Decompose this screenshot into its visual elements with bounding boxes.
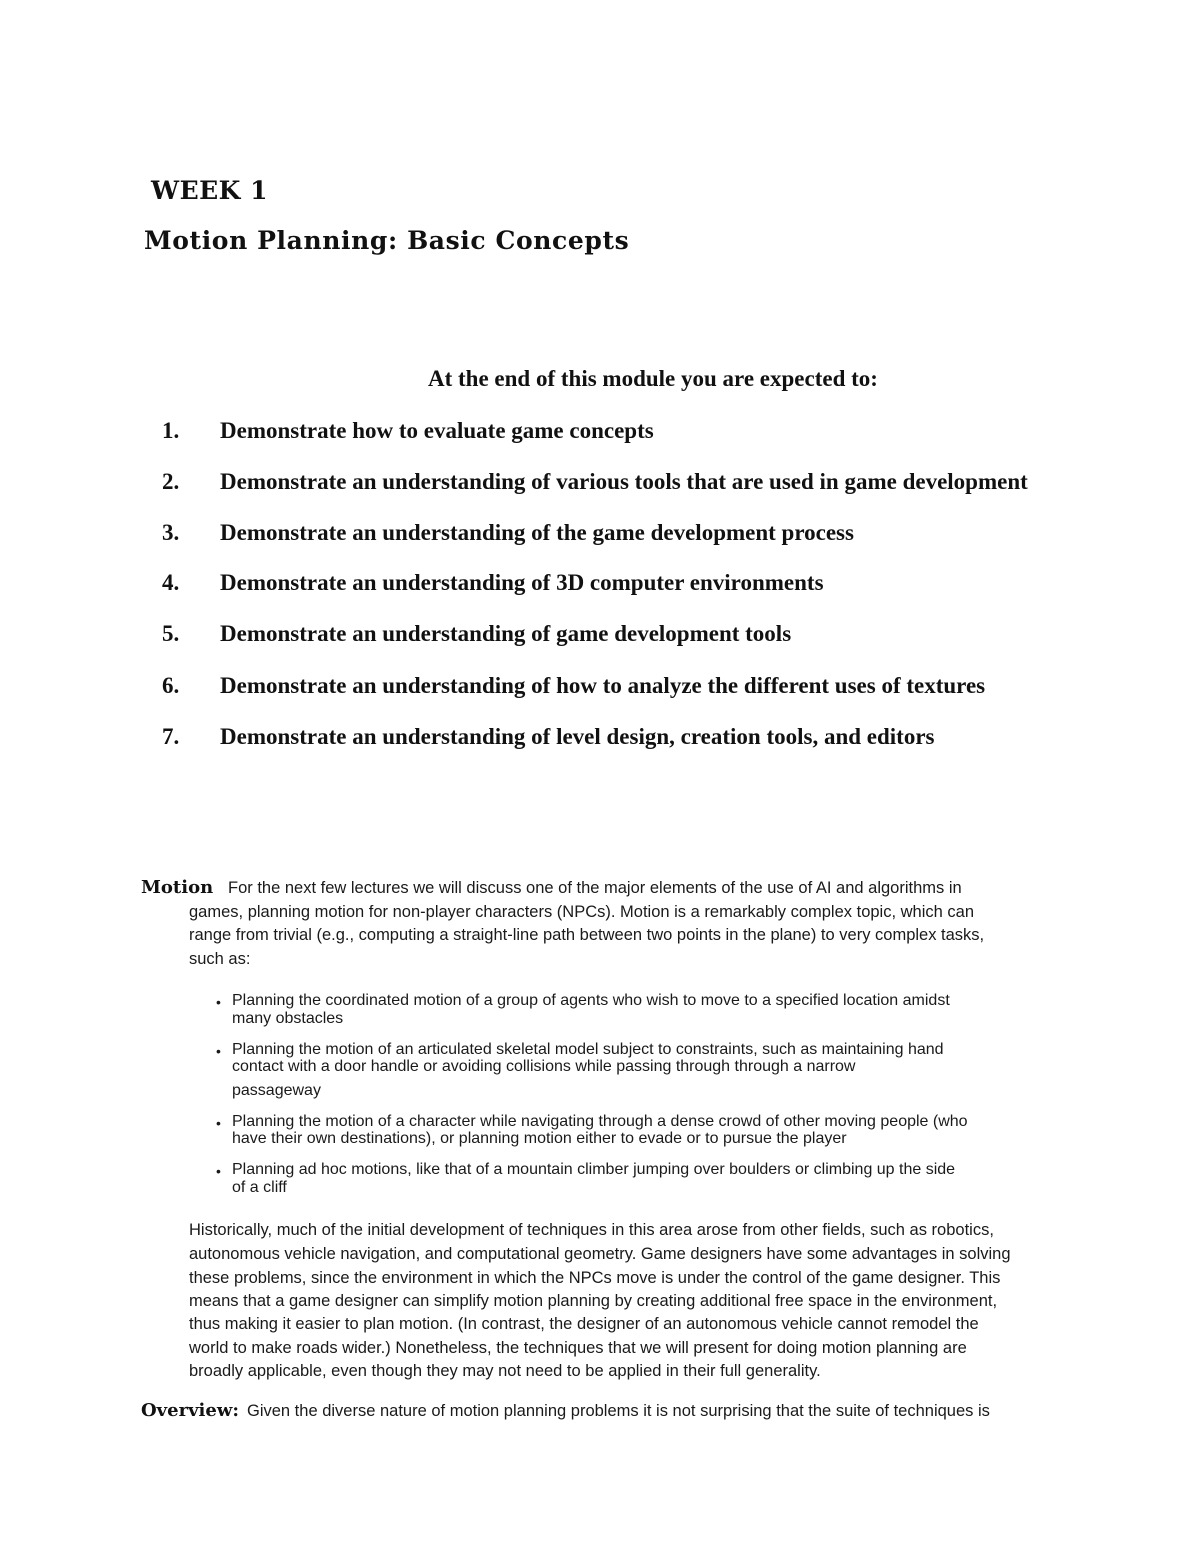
objective-number: 3. (162, 520, 180, 545)
bullet-dot-icon: • (216, 994, 221, 1010)
bullet-line: Planning the coordinated motion of a group of agents who wish to move to a specified location amidst (232, 992, 950, 1009)
motion-paragraph-line: such as: (189, 950, 251, 968)
page-title: Motion Planning: Basic Concepts (144, 226, 630, 255)
bullet-dot-icon: • (216, 1115, 221, 1131)
history-paragraph-line: Historically, much of the initial development of techniques in this area arose from other fields, such as robotics, (189, 1221, 994, 1239)
history-paragraph-line: thus making it easier to plan motion. (In contrast, the designer of an autonomous vehicle cannot remodel the (189, 1315, 979, 1333)
objectives-heading: At the end of this module you are expected to: (428, 366, 878, 391)
objective-text: Demonstrate an understanding of level design, creation tools, and editors (220, 724, 935, 749)
motion-paragraph-line: For the next few lectures we will discuss one of the major elements of the use of AI and algorithms in (228, 879, 962, 897)
history-paragraph-line: means that a game designer can simplify motion planning by creating additional free space in the environment, (189, 1292, 998, 1310)
bullet-line: contact with a door handle or avoiding collisions while passing through through a narrow (232, 1058, 856, 1075)
objective-number: 1. (162, 418, 180, 443)
objective-number: 2. (162, 469, 180, 494)
bullet-dot-icon: • (216, 1043, 221, 1059)
objective-text: Demonstrate an understanding of the game development process (220, 520, 854, 545)
objective-number: 5. (162, 621, 180, 646)
objective-text: Demonstrate an understanding of 3D computer environments (220, 570, 824, 595)
history-paragraph-line: broadly applicable, even though they may not need to be applied in their full generality. (189, 1362, 821, 1380)
objective-number: 6. (162, 673, 180, 698)
motion-heading: Motion (141, 877, 214, 898)
objective-text: Demonstrate how to evaluate game concepts (220, 418, 654, 443)
motion-paragraph-line: range from trivial (e.g., computing a straight-line path between two points in the plane) to very complex tasks, (189, 926, 985, 944)
bullet-line: have their own destinations), or planning motion either to evade or to pursue the player (232, 1130, 847, 1147)
objective-number: 4. (162, 570, 180, 595)
overview-heading: Overview: (141, 1400, 239, 1421)
bullet-line: many obstacles (232, 1010, 344, 1027)
bullet-line: of a cliff (232, 1179, 287, 1196)
history-paragraph-line: world to make roads wider.) Nonetheless, the techniques that we will present for doing motion planning are (189, 1339, 967, 1357)
overview-paragraph-line: Given the diverse nature of motion planning problems it is not surprising that the suite of techniques is (247, 1402, 990, 1420)
bullet-line: Planning the motion of a character while navigating through a dense crowd of other moving people (who (232, 1113, 968, 1130)
week-label: WEEK 1 (151, 176, 269, 205)
history-paragraph-line: these problems, since the environment in which the NPCs move is under the control of the game designer. This (189, 1269, 1001, 1287)
objective-text: Demonstrate an understanding of various tools that are used in game development (220, 469, 1028, 494)
bullet-line: Planning ad hoc motions, like that of a mountain climber jumping over boulders or climbing up the side (232, 1161, 956, 1178)
bullet-line: passageway (232, 1082, 321, 1099)
motion-paragraph-line: games, planning motion for non-player characters (NPCs). Motion is a remarkably complex topic, which can (189, 903, 974, 921)
history-paragraph-line: autonomous vehicle navigation, and computational geometry. Game designers have some advantages in solving (189, 1245, 1011, 1263)
objective-text: Demonstrate an understanding of game development tools (220, 621, 792, 646)
objective-number: 7. (162, 724, 180, 749)
objective-text: Demonstrate an understanding of how to analyze the different uses of textures (220, 673, 986, 698)
bullet-line: Planning the motion of an articulated skeletal model subject to constraints, such as maintaining hand (232, 1041, 944, 1058)
bullet-dot-icon: • (216, 1163, 221, 1179)
